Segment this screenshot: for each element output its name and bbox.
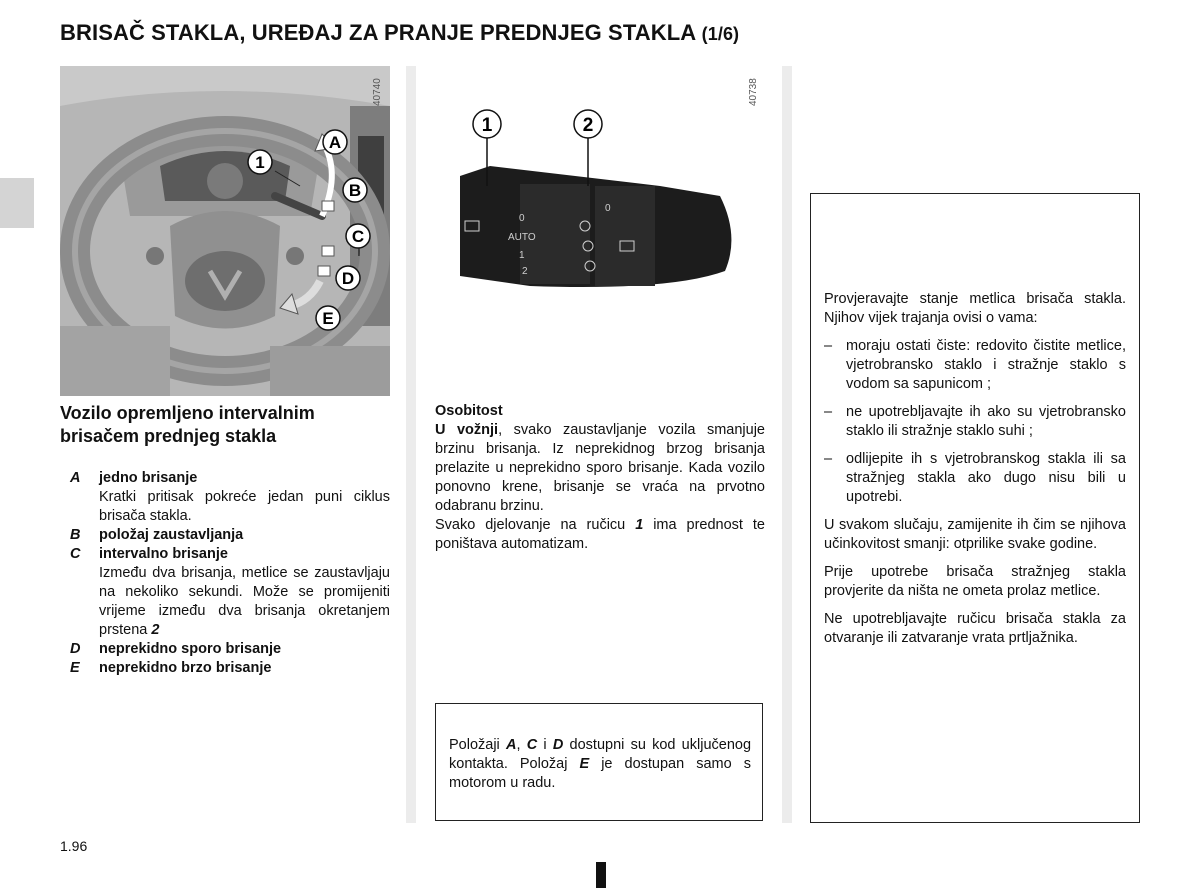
note-lead: U vožnji [435,422,499,438]
callout-1: 1 [255,153,265,172]
item-term: neprekidno sporo brisanje [99,641,282,657]
item-term: položaj zaustavljanja [99,527,244,543]
title-text: BRISAČ STAKLA, UREĐAJ ZA PRANJE PREDNJEG STAKLA [60,20,696,45]
bullet-item: – odlijepite ih s vjetrobranskog stakla ili sa stražnjeg stakla ako dugo nisu bili u upotrebi. [824,451,1126,505]
wiper-stalk-illustration [420,66,780,366]
list-item-C [70,545,390,564]
page-number: 1.96 [60,838,88,854]
lever-reference: 1 [635,517,644,533]
item-desc [70,564,390,640]
column-divider-left [406,66,416,823]
note-text-b: ima prednost te poništava automatizam. [435,517,765,552]
steering-wheel-figure [60,66,390,396]
stalk-label-1: 1 [519,250,525,261]
title-part: (1/6) [701,24,740,44]
maintenance-intro: Provjeravajte stanje metlica brisača stakla. Njihov vijek trajanja ovisi o vama: [824,291,1126,326]
callout-D: D [341,269,355,288]
steering-wheel-illustration [60,66,390,396]
maintenance-paragraph-4: Ne upotrebljavajte ručicu brisača stakla za otvaranje ili zatvaranje vrata prtljažnika. [824,611,1126,646]
callout-E: E [322,309,334,328]
column-divider-right [782,66,792,823]
callout-A: A [328,133,342,152]
stalk-label-0b: 0 [605,203,611,214]
list-item-E [70,659,390,678]
note-label: Osobitost [435,403,503,419]
list-item-A [70,469,390,488]
note-paragraph-2 [435,516,765,554]
item-desc-text: Između dva brisanja, metlice se zaustavljaju na nekoliko sekundi. Može se promijeniti vrijeme između dva brisanja okretanjem prstena [99,565,390,638]
bullet-item: – moraju ostati čiste: redovito čistite metlice, vjetrobransko staklo i stražnje staklo s vodom sa sapunicom ; [824,338,1126,392]
callout-C: C [351,227,365,246]
ring-reference: 2 [151,622,160,638]
item-term: neprekidno brzo brisanje [99,660,272,676]
item-letter: A [70,470,81,486]
item-letter: E [70,660,80,676]
figure2-number: 40738 [748,78,759,106]
positions-note-box [435,703,763,821]
figure-number: 40740 [372,78,383,106]
special-note [435,402,765,554]
bullet-item: – ne upotrebljavajte ih ako su vjetrobransko staklo ili stražnje staklo suhi ; [824,404,1126,439]
stalk-label-auto: AUTO [508,232,536,243]
list-item-B [70,526,390,545]
stalk-label-2: 2 [522,266,528,277]
callout-B: B [348,181,362,200]
wiper-stalk-figure [420,66,780,366]
maintenance-paragraph-3: Prije upotrebe brisača stražnjeg stakla provjerite da ništa ne ometa prolaz metlice. [824,564,1126,599]
maintenance-text [824,290,1126,657]
positions-note-text: Položaji A, C i D dostupni su kod uključenog kontakta. Položaj E je dostupan samo s motorom u radu. [449,737,752,791]
note-text-a: Svako djelovanje na ručicu [435,517,636,533]
stalk-callout-1: 1 [481,115,493,136]
maintenance-paragraph-2: U svakom slučaju, zamijenite ih čim se njihova učinkovitost smanji: otprilike svake godine. [824,517,1126,552]
maintenance-box [810,193,1140,823]
item-term: jedno brisanje [99,470,198,486]
position-list [70,469,390,678]
item-letter: D [70,641,81,657]
stalk-callout-2: 2 [582,115,594,136]
item-term: intervalno brisanje [99,546,228,562]
list-item-D [70,640,390,659]
stalk-label-0: 0 [519,213,525,224]
page-edge-marker [596,862,606,888]
chapter-tab [0,178,34,228]
page-title [60,20,739,46]
section-heading: Vozilo opremljeno intervalnim brisačem prednjeg stakla [60,403,315,446]
note-paragraph-1 [435,421,765,516]
item-letter: B [70,527,81,543]
note-text: , svako zaustavljanje vozila smanjuje brzinu brisanja. Iz neprekidnog brzog brisanja prelazite u neprekidno sporo brisanje. Kada vozilo ponovno krene, brisanje se vraća na prvotno odabranu brzinu. [435,422,765,514]
item-letter: C [70,546,81,562]
item-desc: Kratki pritisak pokreće jedan puni ciklus brisača stakla. [99,489,390,524]
